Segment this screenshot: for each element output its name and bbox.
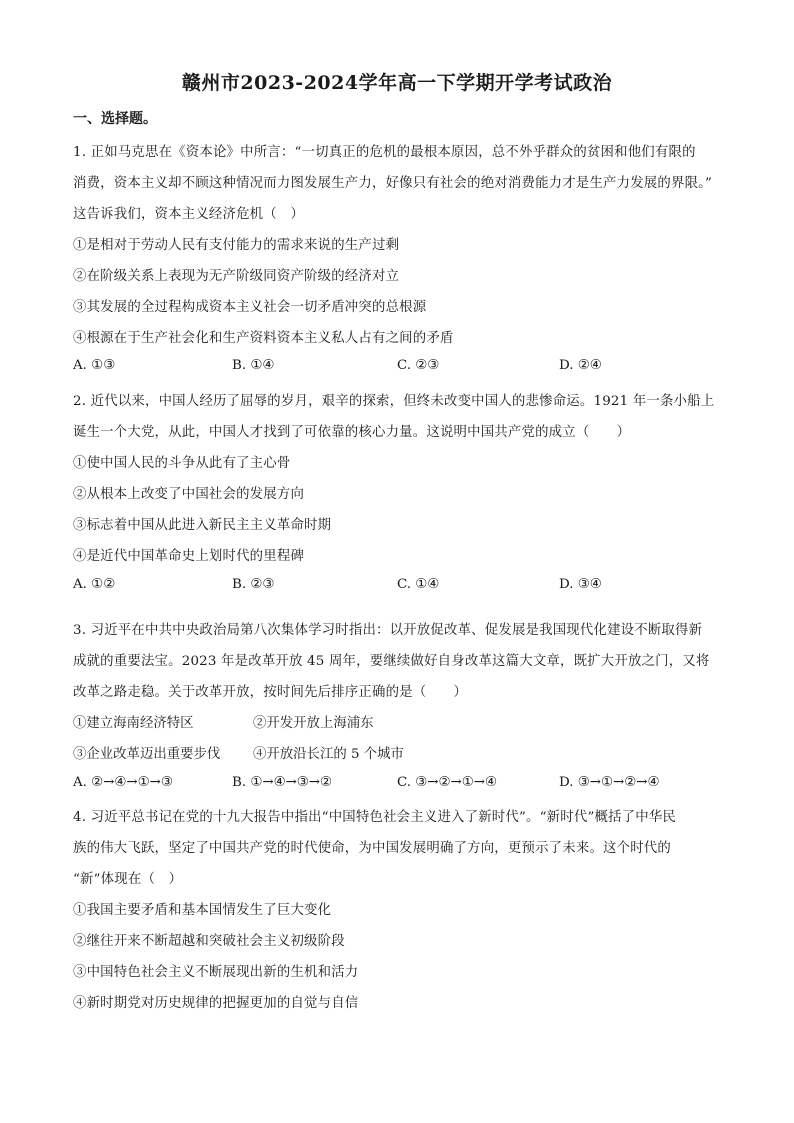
q4-item-3: ③中国特色社会主义不断展现出新的生机和活力 — [73, 965, 359, 980]
q2-option-b[interactable]: B. ②③ — [232, 577, 275, 592]
q1-item-2: ②在阶级关系上表现为无产阶级同资产阶级的经济对立 — [73, 269, 400, 284]
q1-stem-line-1: 1. 正如马克思在《资本论》中所言：“一切真正的危机的最根本原因，总不外乎群众的贫困和他们有限的 — [73, 145, 696, 160]
q3-stem-line-3: 改革之路走稳。关于改革开放，按时间先后排序正确的是（ ） — [73, 685, 468, 700]
q2-option-d[interactable]: D. ③④ — [559, 577, 602, 592]
q2-item-3: ③标志着中国从此进入新民主主义革命时期 — [73, 518, 332, 533]
q1-stem-line-2: 消费，资本主义却不顾这种情况而力图发展生产力，好像只有社会的绝对消费能力才是生产力发展的界限。” — [73, 176, 713, 191]
q2-stem-line-1: 2. 近代以来，中国人经历了屈辱的岁月，艰辛的探索，但终未改变中国人的悲惨命运。1921 年一条小船上 — [73, 394, 715, 409]
q1-item-3: ③其发展的全过程构成资本主义社会一切矛盾冲突的总根源 — [73, 300, 427, 315]
q3-items-row-2 — [73, 743, 404, 762]
q3-items-row-1 — [73, 712, 374, 731]
q1-item-4: ④根源在于生产社会化和生产资料资本主义私人占有之间的矛盾 — [73, 331, 454, 346]
q2-stem-line-2: 诞生一个大党，从此，中国人才找到了可依靠的核心力量。这说明中国共产党的成立（ ） — [73, 425, 631, 440]
q1-option-d[interactable]: D. ②④ — [559, 358, 602, 373]
q1-stem-line-3: 这告诉我们，资本主义经济危机（ ） — [73, 207, 305, 222]
q2-item-1: ①使中国人民的斗争从此有了主心骨 — [73, 456, 291, 471]
q1-option-b[interactable]: B. ①④ — [232, 358, 275, 373]
q2-option-c[interactable]: C. ①④ — [397, 577, 440, 592]
q2-item-2: ②从根本上改变了中国社会的发展方向 — [73, 487, 305, 502]
q1-option-c[interactable]: C. ②③ — [397, 358, 440, 373]
q3-item-2: ②开发开放上海浦东 — [253, 716, 374, 731]
q3-option-c[interactable]: C. ③→②→①→④ — [397, 775, 497, 790]
q1-item-1: ①是相对于劳动人民有支付能力的需求来说的生产过剩 — [73, 238, 400, 253]
q3-item-3: ③企业改革迈出重要步伐 — [73, 747, 221, 762]
q3-option-d[interactable]: D. ③→①→②→④ — [559, 775, 660, 790]
q4-stem-line-2: 族的伟大飞跃，坚定了中国共产党的时代使命，为中国发展明确了方向，更预示了未来。这个时代的 — [73, 841, 671, 856]
q2-item-4: ④是近代中国革命史上划时代的里程碑 — [73, 549, 305, 564]
q4-stem-line-1: 4. 习近平总书记在党的十九大报告中指出“中国特色社会主义进入了新时代”。“新时代”概括了中华民 — [73, 810, 677, 825]
q4-item-2: ②继往开来不断超越和突破社会主义初级阶段 — [73, 934, 345, 949]
q3-option-b[interactable]: B. ①→④→③→② — [232, 775, 333, 790]
q2-option-a[interactable]: A. ①② — [73, 577, 116, 592]
page-title: 赣州市2023-2024学年高一下学期开学考试政治 — [181, 72, 613, 94]
section-heading: 一、选择题。 — [73, 111, 157, 127]
q3-item-1: ①建立海南经济特区 — [73, 716, 194, 731]
q3-stem-line-2: 成就的重要法宝。2023 年是改革开放 45 周年，要继续做好自身改革这篇大文章，既扩大开放之门，又将 — [73, 654, 710, 669]
q3-stem-line-1: 3. 习近平在中共中央政治局第八次集体学习时指出：以开放促改革、促发展是我国现代化建设不断取得新 — [73, 623, 703, 638]
q1-option-a[interactable]: A. ①③ — [73, 358, 116, 373]
q3-item-4: ④开放沿长江的 5 个城市 — [253, 747, 404, 762]
q4-item-4: ④新时期党对历史规律的把握更加的自觉与自信 — [73, 996, 359, 1011]
q3-option-a[interactable]: A. ②→④→①→③ — [73, 775, 173, 790]
q4-stem-line-3: “新”体现在（ ） — [73, 872, 183, 887]
q4-item-1: ①我国主要矛盾和基本国情发生了巨大变化 — [73, 903, 332, 918]
